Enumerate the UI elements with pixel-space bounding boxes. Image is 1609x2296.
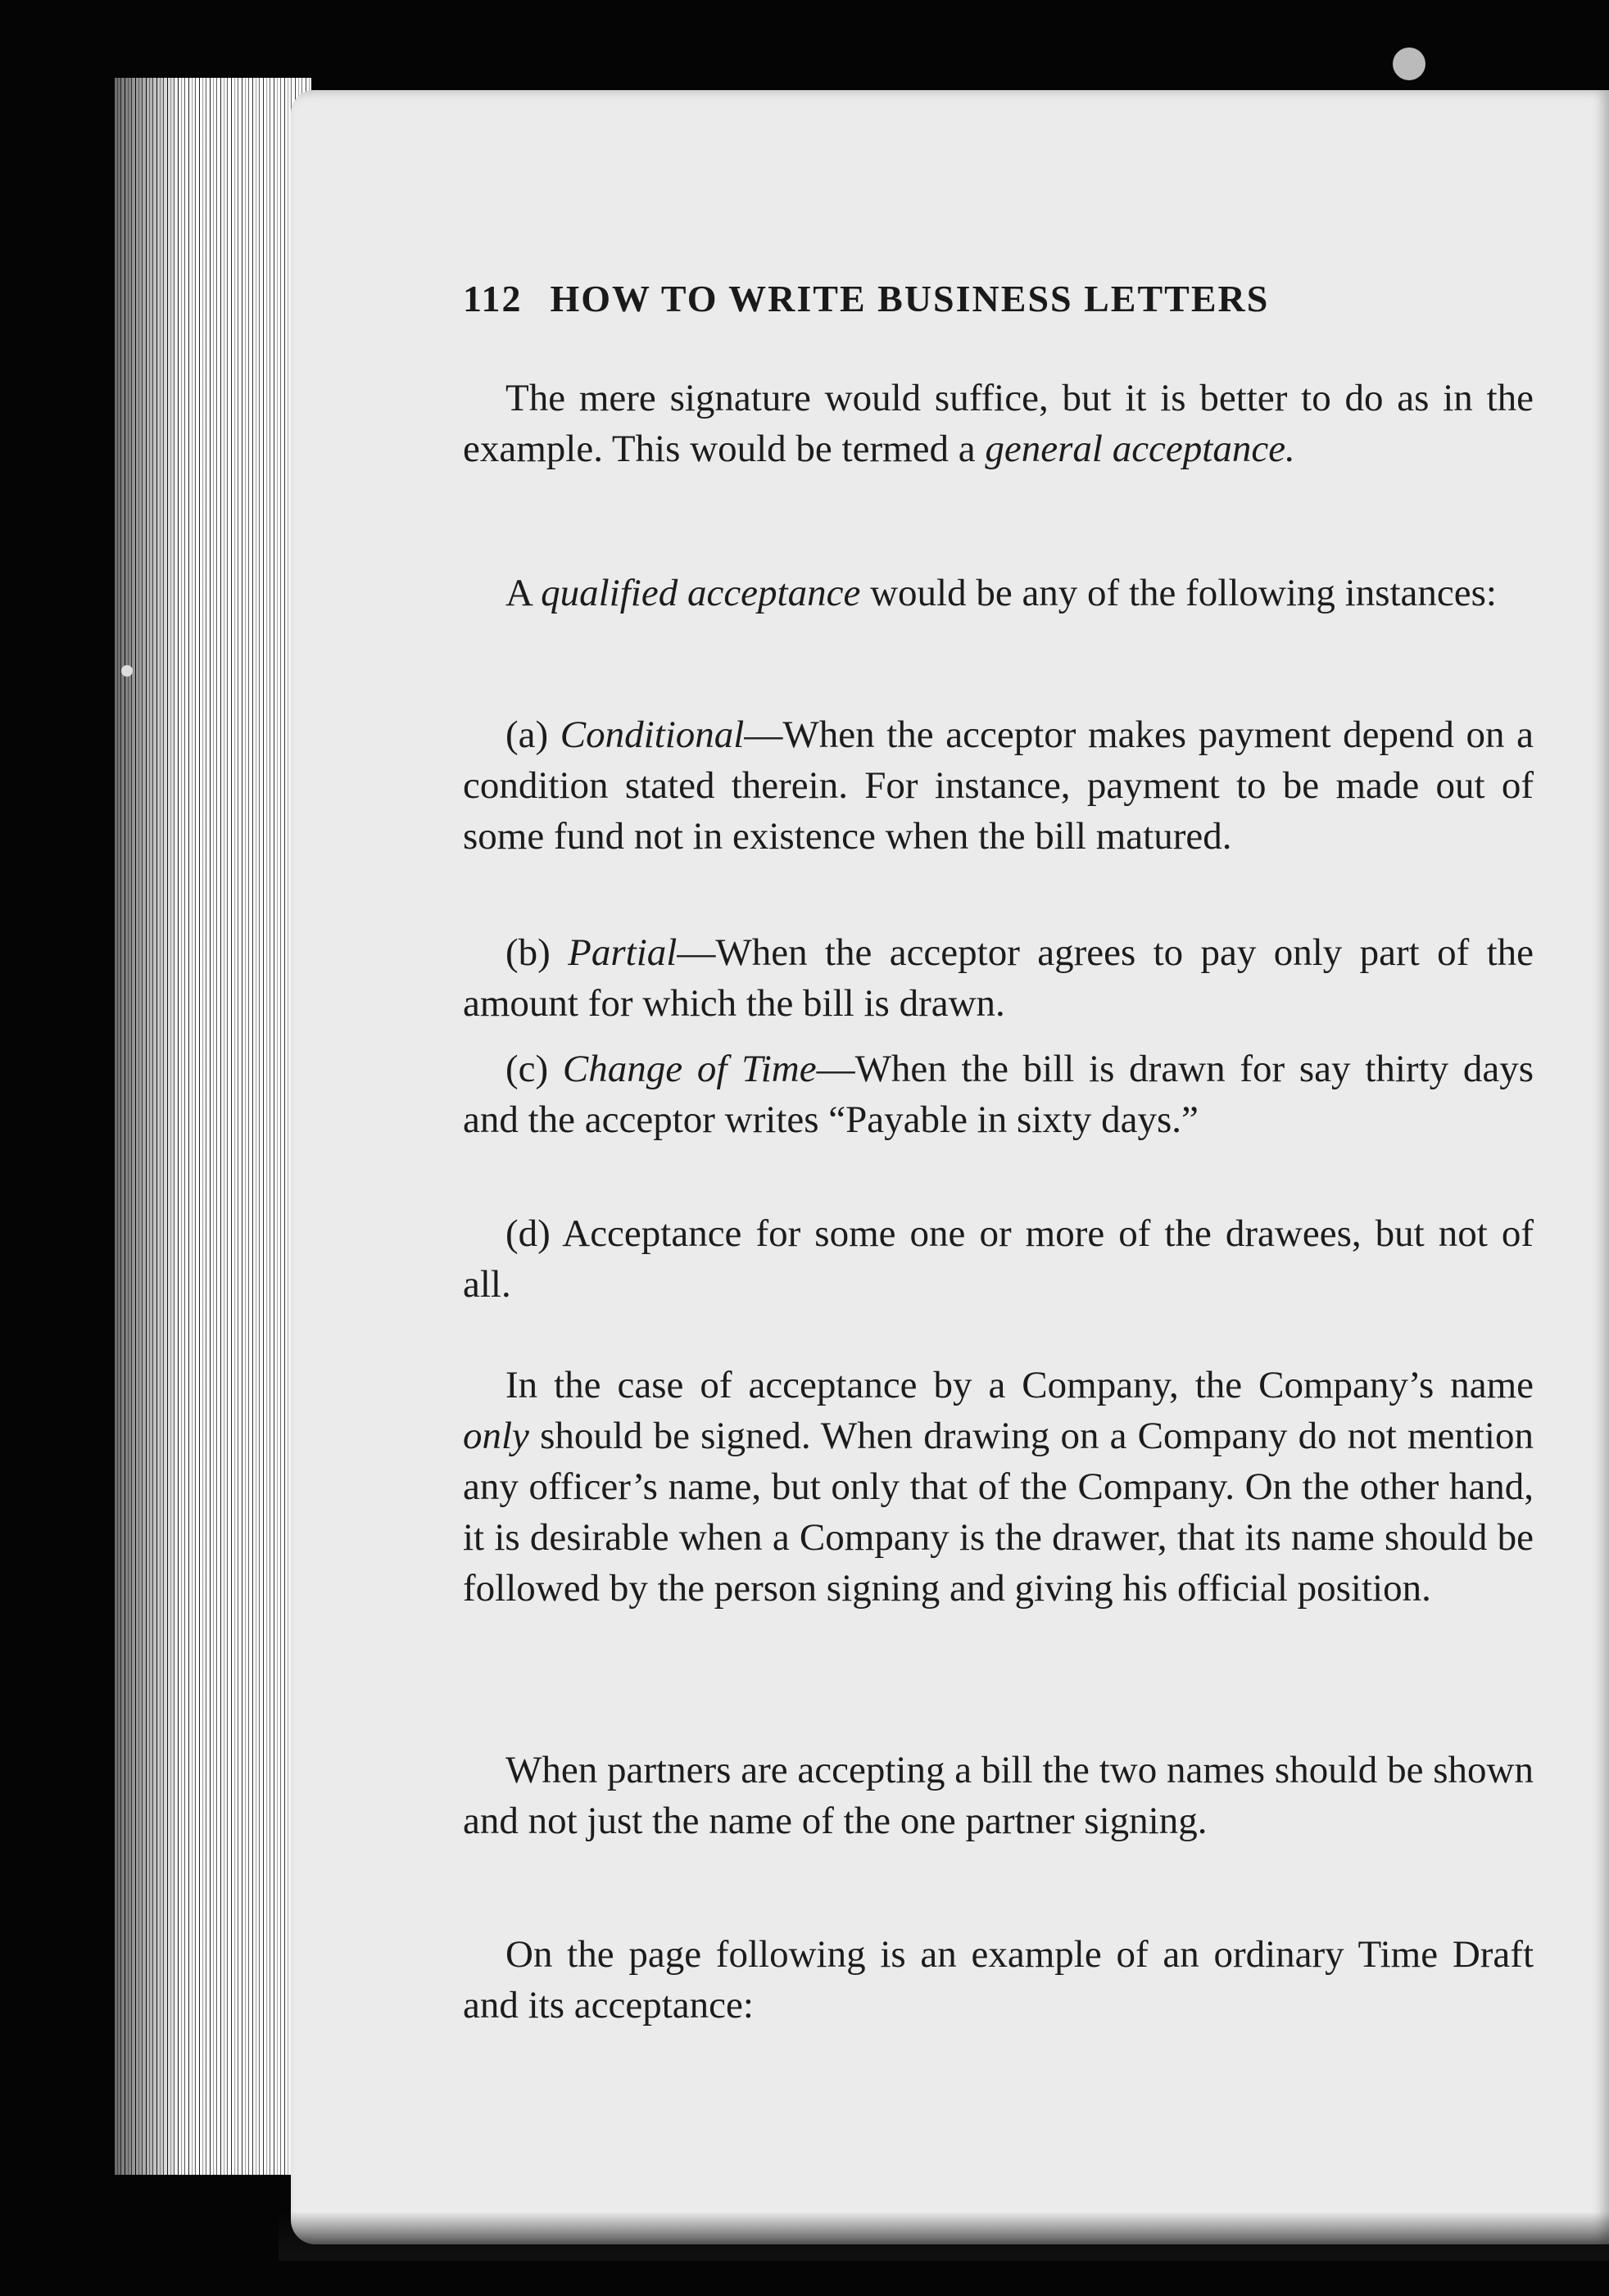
paragraph-text: —When the acceptor agrees to pay only part of the amount for which the bill is drawn. <box>463 931 1534 1025</box>
running-title: HOW TO WRITE BUSINESS LETTERS <box>550 278 1270 319</box>
paragraph-emphasis: qualified acceptance <box>541 572 861 614</box>
paragraph-text: (c) <box>505 1048 563 1090</box>
paragraph-qualified-acceptance <box>463 568 1534 618</box>
paragraph-text: —When the bill is drawn for say thirty days and the acceptor writes “Payable in sixty days.” <box>463 1048 1534 1141</box>
list-item-conditional <box>463 709 1534 862</box>
paragraph-emphasis: Conditional <box>560 713 745 756</box>
paragraph-emphasis: only <box>463 1415 529 1457</box>
paragraph-text: The mere signature would suffice, but it is better to do as in the example. This would be termed a <box>463 377 1534 470</box>
list-item-partial <box>463 927 1534 1029</box>
paragraph-text: On the page following is an example of an ordinary Time Draft and its acceptance: <box>463 1933 1534 2027</box>
paragraph-text: In the case of acceptance by a Company, the Company’s name <box>505 1364 1534 1406</box>
paragraph-text: A <box>505 572 542 614</box>
paragraph-text: (d) Acceptance for some one or more of the drawees, but not of all. <box>463 1212 1534 1306</box>
paragraph-text: (b) <box>505 931 569 974</box>
paragraph-emphasis: Change of Time <box>562 1048 817 1090</box>
paragraph-text: (a) <box>505 713 560 756</box>
running-header <box>463 277 1520 320</box>
page-shadow <box>279 2212 1609 2261</box>
paragraph-company-acceptance <box>463 1360 1534 1614</box>
paragraph-text: should be signed. When drawing on a Company do not mention any officer’s name, but only that of the Company. On the other hand, it is desirable when a Company is the drawer, that its name should be followed by the person signing and giving his official position. <box>463 1415 1534 1610</box>
page-number: 112 <box>463 278 523 319</box>
paragraph-text: When partners are accepting a bill the two names should be shown and not just the name of the one partner signing. <box>463 1749 1534 1842</box>
paragraph-text: would be any of the following instances: <box>860 572 1497 614</box>
paragraph-example-intro <box>463 1929 1534 2031</box>
paragraph-general-acceptance <box>463 373 1534 474</box>
paragraph-text: —When the acceptor makes payment depend on a condition stated therein. For instance, payment to be made out of some fund not in existence when the bill matured. <box>463 713 1534 858</box>
page-edges <box>115 78 311 2175</box>
paragraph-emphasis: general acceptance. <box>985 428 1295 470</box>
paragraph-emphasis: Partial <box>568 931 678 974</box>
scan-speck <box>1393 48 1425 80</box>
paragraph-partners <box>463 1745 1534 1846</box>
list-item-acceptance-drawees <box>463 1208 1534 1310</box>
scan-speck <box>121 665 133 677</box>
list-item-change-of-time <box>463 1044 1534 1145</box>
